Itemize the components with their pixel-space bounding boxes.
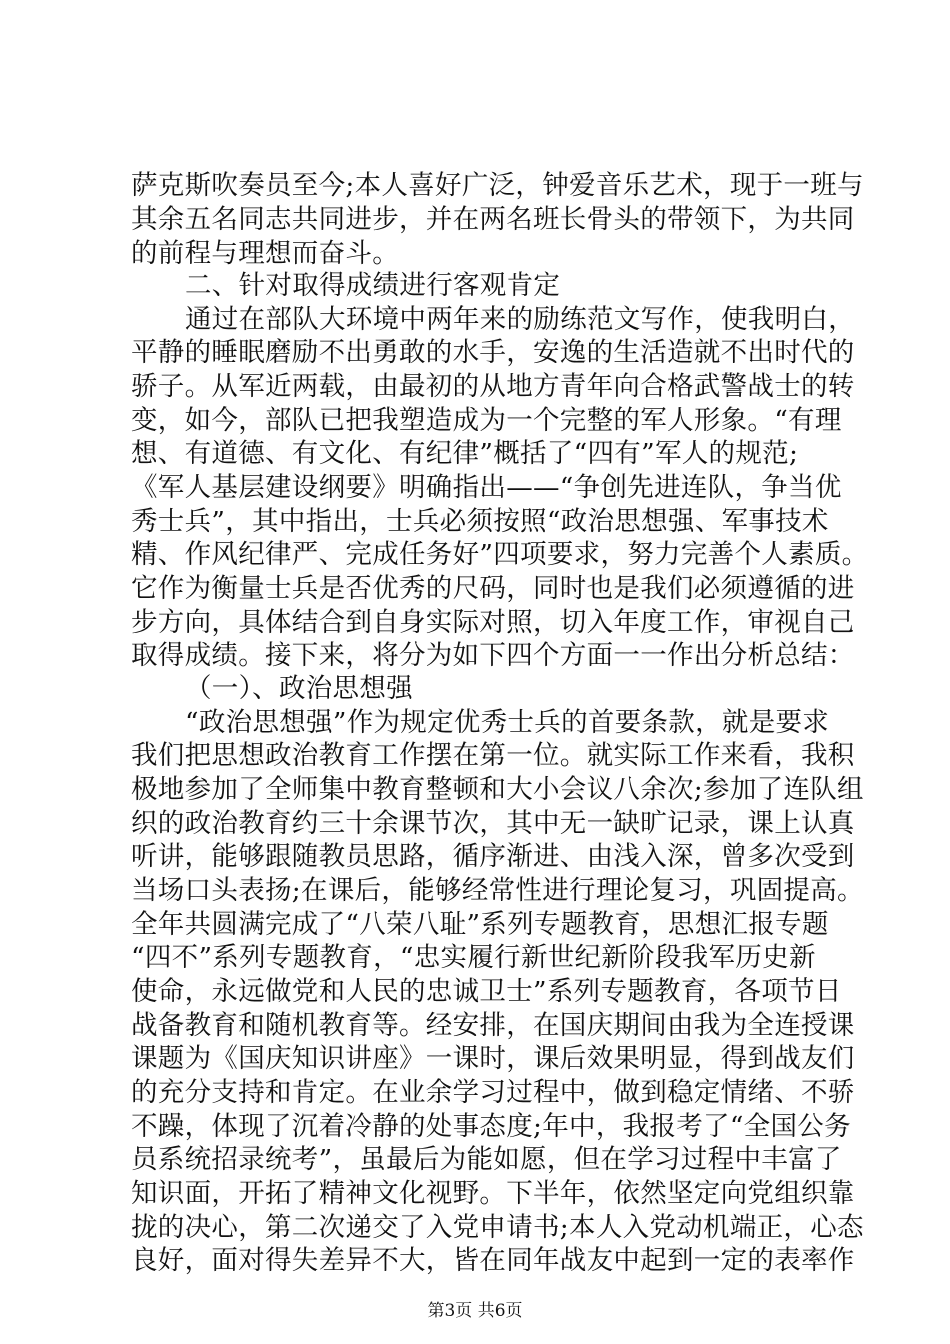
body-text-line: 课题为《国庆知识讲座》一课时，课后效果明显，得到战友们 [131,1043,855,1074]
body-text-line: 战备教育和随机教育等。经安排，在国庆期间由我为全连授课 [131,1010,855,1041]
body-text-line: 骄子。从军近两载，由最初的从地方青年向合格武警战士的转 [131,371,855,402]
body-text-line: 的充分支持和肯定。在业余学习过程中，做到稳定情绪、不骄 [131,1077,855,1108]
body-text-line: 想、有道德、有文化、有纪律”概括了“四有”军人的规范; [131,438,799,469]
body-text-line: 变，如今，部队已把我塑造成为一个完整的军人形象。“有理 [131,405,842,436]
body-text-line: 知识面，开拓了精神文化视野。下半年，依然坚定向党组织靠 [131,1178,855,1209]
body-text-line: 员系统招录统考”，虽最后为能如愿，但在学习过程中丰富了 [131,1144,842,1175]
page-number-footer: 第3页 共6页 [427,1301,523,1321]
body-text-line: 使命，永远做党和人民的忠诚卫士”系列专题教育，各项节日 [131,976,842,1007]
body-text-line: 取得成绩。接下来，将分为如下四个方面一一作出分析总结： [131,640,855,671]
body-text-line: 当场口头表扬;在课后，能够经常性进行理论复习，巩固提高。 [131,875,864,906]
body-text-line: 平静的睡眠磨励不出勇敢的水手，安逸的生活造就不出时代的 [131,337,855,368]
section-heading: 二、针对取得成绩进行客观肯定 [185,270,561,301]
body-text-line: 通过在部队大环境中两年来的励练范文写作，使我明白， [185,304,855,335]
body-text-line: 《军人基层建设纲要》明确指出——“争创先进连队，争当优 [131,472,842,503]
body-text-line: 全年共圆满完成了“八荣八耻”系列专题教育，思想汇报专题 [131,909,829,940]
body-text-line: 听讲，能够跟随教员思路，循序渐进、由浅入深，曾多次受到 [131,841,855,872]
body-text-line: 拢的决心，第二次递交了入党申请书;本人入党动机端正，心态 [131,1212,864,1243]
body-text-line: “四不”系列专题教育，“忠实履行新世纪新阶段我军历史新 [131,942,816,973]
body-text-line: 它作为衡量士兵是否优秀的尺码，同时也是我们必须遵循的进 [131,573,855,604]
body-text-line: 的前程与理想而奋斗。 [131,238,399,269]
subsection-heading: （一）、政治思想强 [185,673,413,704]
body-text-line: 其余五名同志共同进步，并在两名班长骨头的带领下，为共同 [131,204,855,235]
body-text-line: 我们把思想政治教育工作摆在第一位。就实际工作来看，我积 [131,740,855,771]
body-text-line: 精、作风纪律严、完成任务好”四项要求，努力完善个人素质。 [131,539,869,570]
body-text-line: 萨克斯吹奏员至今;本人喜好广泛，钟爱音乐艺术，现于一班与 [131,170,864,201]
body-text-line: 极地参加了全师集中教育整顿和大小会议八余次;参加了连队组 [131,774,864,805]
body-text-line: “政治思想强”作为规定优秀士兵的首要条款，就是要求 [185,707,830,738]
body-text-line: 步方向，具体结合到自身实际对照，切入年度工作，审视自己 [131,607,855,638]
body-text-line: 秀士兵”，其中指出，士兵必须按照“政治思想强、军事技术 [131,506,829,537]
body-text-line: 良好，面对得失差异不大，皆在同年战友中起到一定的表率作 [131,1245,855,1276]
body-text-line: 不躁，体现了沉着冷静的处事态度;年中，我报考了“全国公务 [131,1111,851,1142]
body-text-line: 织的政治教育约三十余课节次，其中无一缺旷记录，课上认真 [131,808,855,839]
